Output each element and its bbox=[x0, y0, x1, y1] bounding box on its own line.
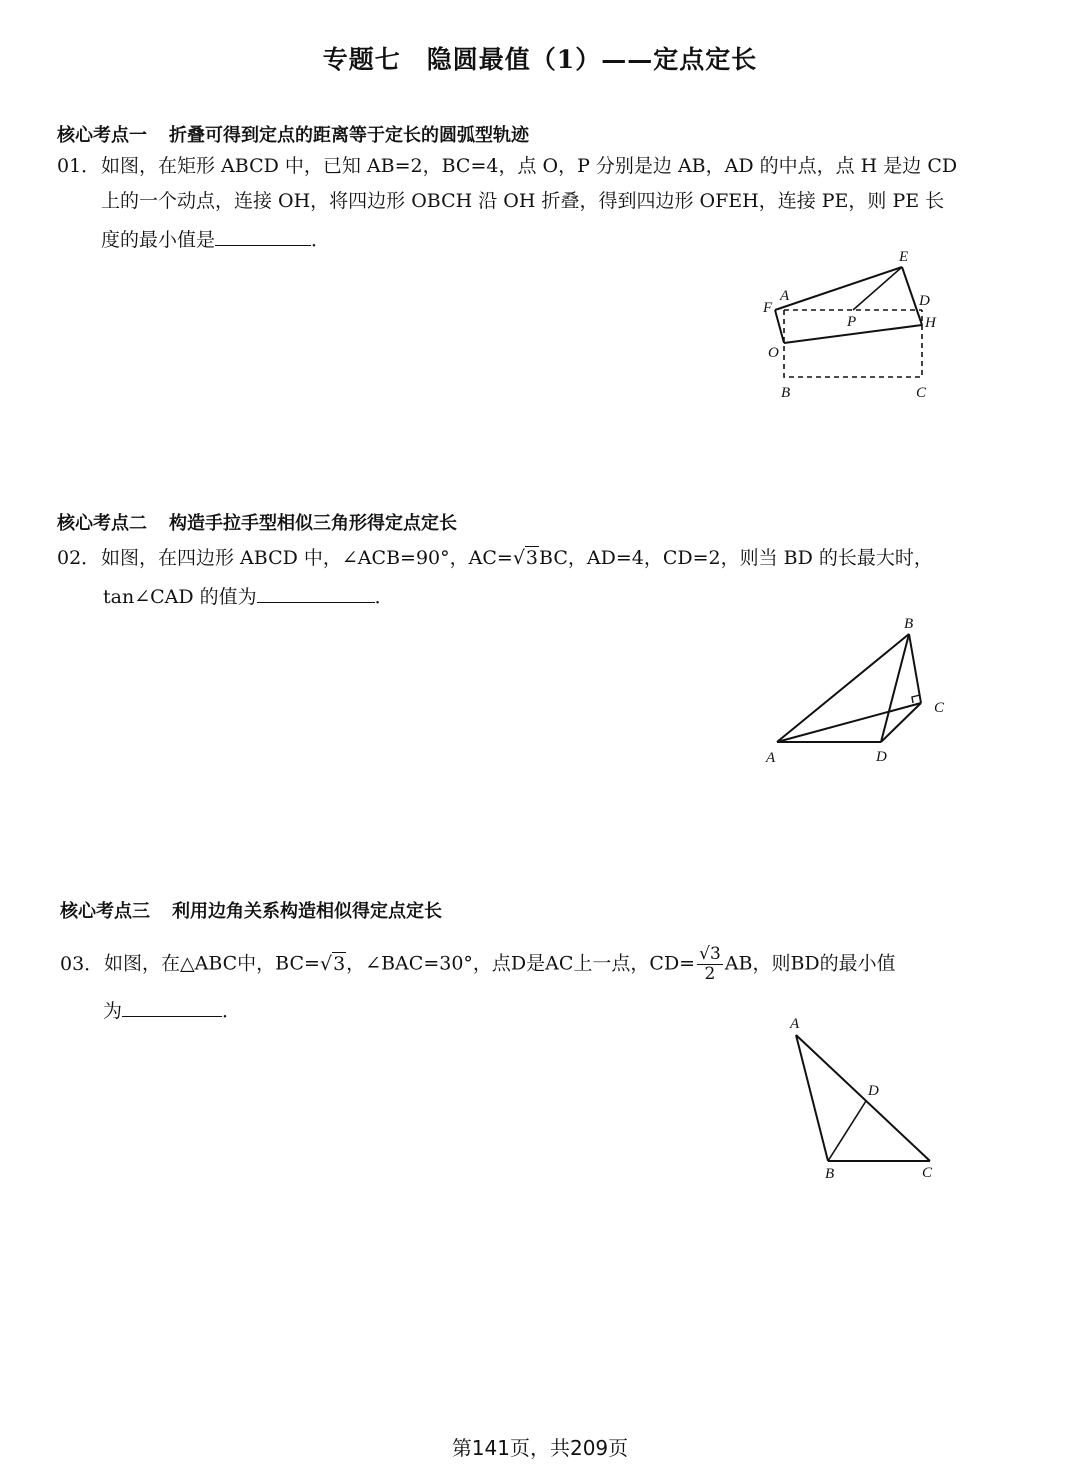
q2-text-2: tan∠CAD 的值为 bbox=[103, 586, 257, 608]
q3-label-D: D bbox=[868, 1083, 879, 1099]
q1-label-C: C bbox=[916, 385, 927, 401]
q1-label-D: D bbox=[919, 293, 930, 309]
q3-line2 bbox=[103, 998, 241, 1023]
section-3-prefix: 核心考点三 bbox=[60, 901, 150, 922]
q3-sqrt-value: 3 bbox=[333, 952, 346, 975]
q2-text-1b: BC，AD=4，CD=2，则当 BD 的长最大时， bbox=[539, 547, 933, 569]
q1-line1 bbox=[57, 154, 957, 178]
q2-line2 bbox=[103, 584, 394, 609]
q1-label-A: A bbox=[780, 288, 790, 304]
q3-label-C: C bbox=[922, 1165, 933, 1181]
q1-text-1: 如图，在矩形 ABCD 中，已知 AB=2，BC=4，点 O，P 分别是边 AB，AD 的中点，点 H 是边 CD bbox=[101, 155, 958, 177]
q2-label-B: B bbox=[904, 616, 914, 632]
page-title: 专题七 隐圆最值（1）——定点定长 bbox=[322, 45, 758, 74]
q3-text-1a: 如图，在△ABC中，BC= bbox=[104, 952, 320, 975]
section-2-prefix: 核心考点二 bbox=[57, 513, 147, 534]
q3-text-1c: AB，则BD的最小值 bbox=[724, 952, 896, 975]
q3-number: 03． bbox=[60, 952, 104, 975]
q3-period: ． bbox=[222, 1000, 242, 1022]
q2-label-D: D bbox=[876, 749, 887, 765]
section-1-heading bbox=[57, 121, 529, 147]
q3-label-A: A bbox=[790, 1016, 800, 1032]
q2-label-A: A bbox=[766, 750, 776, 766]
q1-label-F: F bbox=[763, 300, 773, 316]
section-1-prefix: 核心考点一 bbox=[57, 125, 147, 146]
q2-sqrt: √3 bbox=[512, 547, 539, 569]
section-1-title: 折叠可得到定点的距离等于定长的圆弧型轨迹 bbox=[169, 125, 529, 146]
q1-line2: 上的一个动点，连接 OH，将四边形 OBCH 沿 OH 折叠，得到四边形 OFEH，连接 PE，则 PE 长 bbox=[101, 190, 945, 212]
q2-line1 bbox=[57, 546, 933, 570]
q1-line3 bbox=[101, 227, 330, 252]
q3-figure bbox=[770, 1012, 970, 1192]
page-footer: 第141页，共209页 bbox=[451, 1436, 629, 1460]
q1-label-H: H bbox=[925, 315, 936, 331]
q2-answer-blank[interactable] bbox=[257, 584, 375, 603]
q2-label-C: C bbox=[934, 700, 945, 716]
q1-label-P: P bbox=[847, 314, 857, 330]
q3-label-B: B bbox=[825, 1166, 835, 1182]
q1-text-3: 度的最小值是 bbox=[101, 229, 216, 251]
section-3-heading bbox=[60, 897, 442, 923]
section-2-heading bbox=[57, 509, 457, 535]
q3-sqrt: √3 bbox=[319, 952, 346, 975]
q2-number: 02． bbox=[57, 547, 101, 569]
q3-text-1b: ，∠BAC=30°，点D是AC上一点，CD= bbox=[346, 952, 696, 975]
section-3-title: 利用边角关系构造相似得定点定长 bbox=[172, 901, 442, 922]
q3-line1 bbox=[60, 945, 896, 984]
q2-figure bbox=[756, 612, 956, 772]
q3-fraction: $\frac{√3}{2}$ bbox=[699, 944, 721, 984]
q2-period: ． bbox=[374, 586, 394, 608]
q1-label-O: O bbox=[768, 345, 779, 361]
q3-frac-den: 2 bbox=[704, 964, 716, 984]
section-2-title: 构造手拉手型相似三角形得定点定长 bbox=[169, 513, 457, 534]
q3-text-2: 为 bbox=[103, 1000, 123, 1022]
q2-text-1a: 如图，在四边形 ABCD 中，∠ACB=90°，AC= bbox=[101, 547, 513, 569]
q1-label-B: B bbox=[781, 385, 791, 401]
q1-number: 01． bbox=[57, 155, 101, 177]
q1-period: ． bbox=[311, 229, 331, 251]
q1-figure bbox=[756, 246, 956, 406]
q3-frac-num: 3 bbox=[709, 944, 721, 964]
q3-answer-blank[interactable] bbox=[122, 998, 222, 1017]
q2-sqrt-value: 3 bbox=[525, 547, 539, 569]
q1-answer-blank[interactable] bbox=[215, 227, 311, 246]
q1-label-E: E bbox=[899, 249, 909, 265]
